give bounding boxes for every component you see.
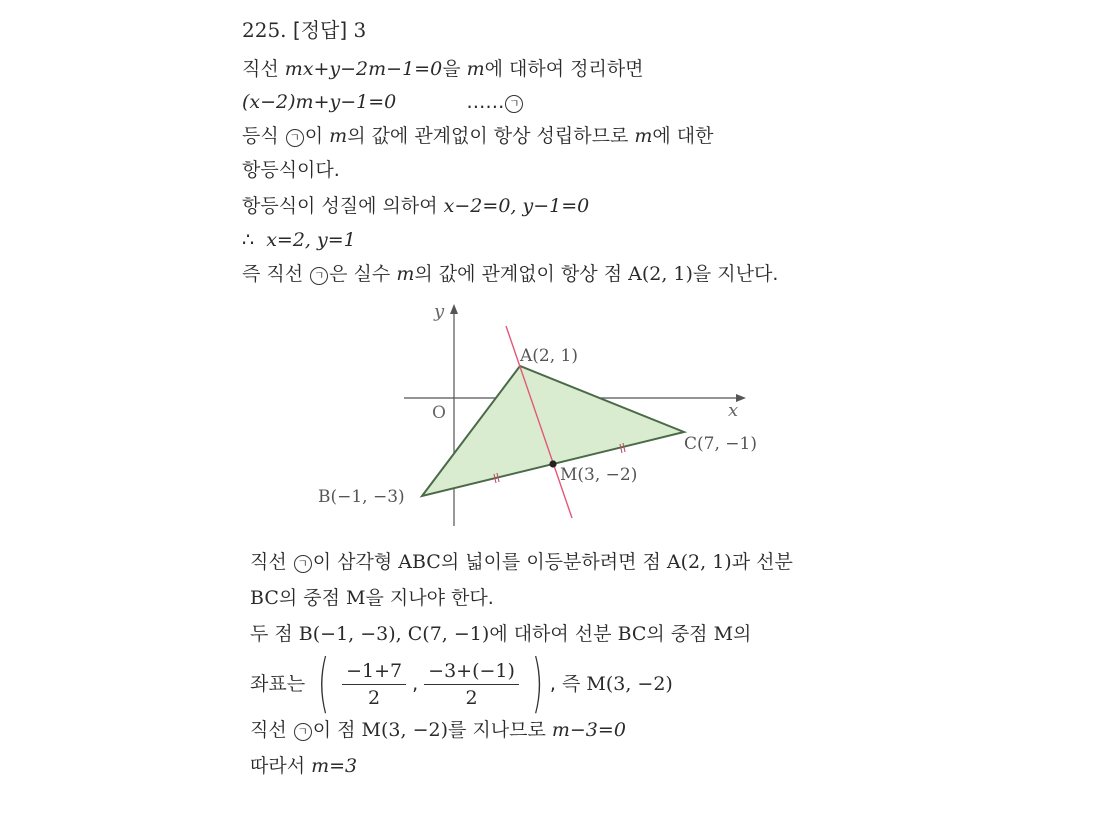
text: 의 값에 관계없이 항상 성립하므로: [347, 125, 635, 147]
circled-giyeok-icon: ㄱ: [286, 129, 304, 147]
text: 의: [733, 623, 752, 645]
point-m: M: [713, 623, 734, 645]
text: 의 중점: [646, 623, 714, 645]
point-b-label: B(−1, −3): [318, 487, 405, 507]
text: 를 지나므로: [448, 719, 552, 741]
text: 직선: [250, 551, 293, 573]
text: 의 중점: [278, 587, 347, 609]
text: 을 지나야 한다.: [365, 587, 494, 609]
text: 등식: [242, 125, 285, 147]
answer-label: [정답]: [292, 18, 348, 42]
variable-m: m: [634, 125, 653, 147]
text: 즉 직선: [242, 263, 310, 285]
right-paren: ): [531, 647, 544, 721]
origin-label: O: [432, 403, 446, 423]
equation: mx+y−2m−1=0: [284, 58, 443, 80]
text: 에 대한: [652, 125, 714, 147]
x-axis-label: x: [728, 400, 739, 421]
circled-giyeok-icon: ㄱ: [294, 555, 312, 573]
numerator: −1+7: [342, 658, 406, 685]
coordinate-figure: [300, 296, 780, 532]
dots: ……: [466, 91, 505, 113]
left-paren: (: [317, 647, 330, 721]
point-a: A(2, 1): [666, 551, 732, 573]
fraction-y: [424, 658, 519, 711]
text: 따라서: [250, 755, 312, 777]
text: 직선: [250, 719, 293, 741]
point-c-label: C(7, −1): [684, 434, 757, 454]
circled-giyeok-icon: ㄱ: [505, 95, 523, 113]
equation: m=3: [311, 755, 358, 777]
solution-line-11: [250, 647, 673, 721]
point-a-label: A(2, 1): [520, 346, 578, 366]
solution-line-12: [250, 718, 626, 742]
text: 을: [442, 58, 467, 80]
text: 과 선분: [731, 551, 793, 573]
text: 항등식이 성질에 의하여: [242, 195, 444, 217]
equation: m−3=0: [551, 719, 626, 741]
fraction-x: [342, 658, 406, 711]
text: 직선: [242, 58, 285, 80]
point-m: M(3, −2): [361, 719, 449, 741]
solution-line-3: [242, 124, 713, 148]
text: 을 지난다.: [692, 263, 779, 285]
denominator: 2: [368, 686, 381, 709]
therefore-symbol: ∴: [242, 229, 255, 251]
text: 의 넓이를 이등분하려면 점: [440, 551, 667, 573]
triangle-abc: [422, 366, 684, 496]
problem-header: [242, 18, 366, 42]
solution-line-9: [250, 586, 494, 610]
solution-line-7: [242, 262, 778, 286]
equation: x−2=0, y−1=0: [443, 195, 590, 217]
solution-line-6: [242, 228, 356, 252]
segment-bc: BC: [617, 623, 647, 645]
text: , 즉: [549, 673, 587, 695]
equation: x=2, y=1: [266, 229, 356, 251]
solution-line-1: [242, 57, 644, 81]
solution-line-13: [250, 754, 357, 778]
circled-giyeok-icon: ㄱ: [294, 723, 312, 741]
denominator: 2: [465, 686, 478, 709]
solution-line-4: 항등식이다.: [242, 159, 340, 181]
text: 에 대하여 선분: [489, 623, 618, 645]
text: 이 점: [312, 719, 362, 741]
solution-line-2: [242, 90, 524, 114]
solution-line-10: [250, 622, 751, 646]
segment-bc: BC: [250, 587, 279, 609]
text: 이 삼각형: [312, 551, 399, 573]
equation: (x−2)m+y−1=0: [242, 91, 397, 113]
point-m: M(3, −2): [586, 673, 673, 695]
text: 좌표는: [250, 673, 306, 695]
points-bc: B(−1, −3), C(7, −1): [298, 623, 490, 645]
variable-m: m: [466, 58, 485, 80]
text: 은 실수: [329, 263, 397, 285]
numerator: −3+(−1): [424, 658, 519, 685]
text: 두 점: [250, 623, 299, 645]
solution-line-5: [242, 194, 589, 218]
circled-giyeok-icon: ㄱ: [310, 267, 328, 285]
variable-m: m: [396, 263, 415, 285]
point-m: [549, 460, 556, 467]
triangle-name: ABC: [398, 551, 441, 573]
problem-number: 225.: [242, 18, 287, 42]
point-m-label: M(3, −2): [560, 465, 638, 485]
text: 에 대하여 정리하면: [484, 58, 644, 80]
y-axis-arrow-icon: [450, 304, 458, 314]
point-m: M: [346, 587, 366, 609]
answer-value: 3: [353, 18, 367, 42]
text: 이: [304, 125, 330, 147]
solution-line-8: [250, 550, 793, 574]
variable-m: m: [329, 125, 348, 147]
y-axis-label: y: [434, 301, 445, 322]
text: 의 값에 관계없이 항상 점: [414, 263, 629, 285]
comma: ,: [412, 673, 419, 695]
point-a: A(2, 1): [628, 263, 693, 285]
